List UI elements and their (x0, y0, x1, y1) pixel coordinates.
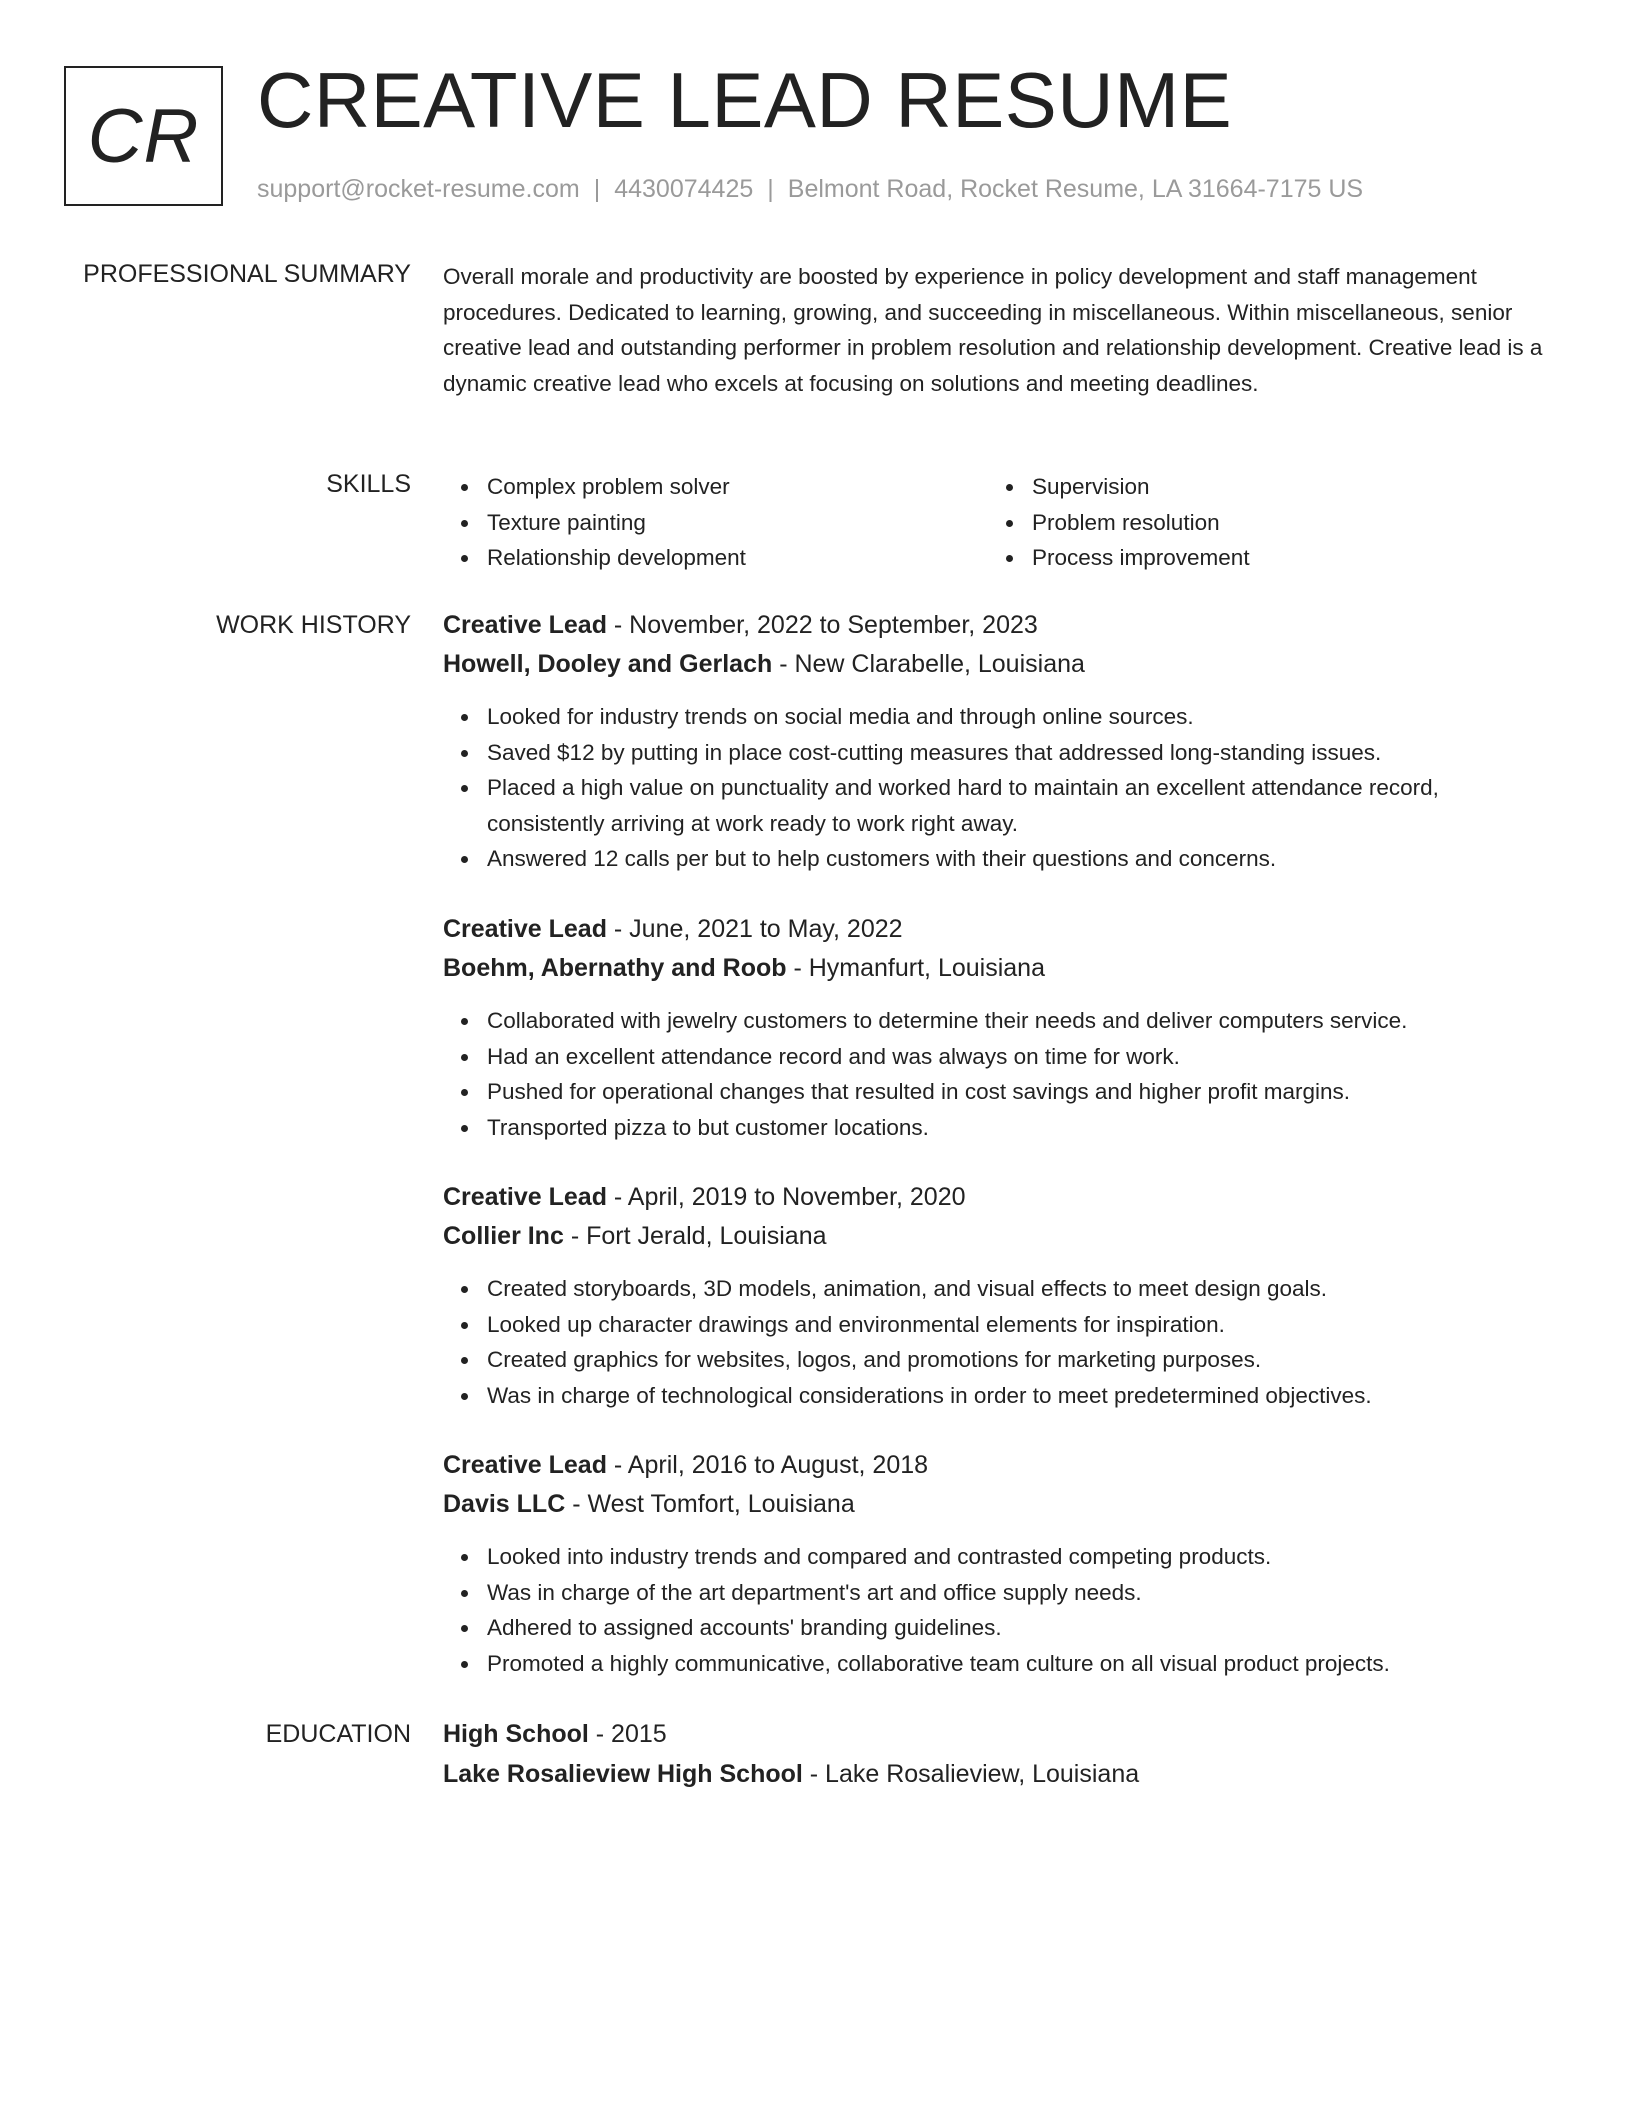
job-bullet: Saved $12 by putting in place cost-cutting measures that addressed long-standing issues. (487, 735, 1553, 771)
job-bullet: Placed a high value on punctuality and worked hard to maintain an excellent attendance record, consistently arriving at work ready to work right away. (487, 770, 1553, 841)
education-year: - 2015 (588, 1720, 667, 1748)
job-entry (443, 610, 1553, 877)
job-title-line (443, 610, 1553, 640)
skills-column-left (443, 469, 988, 576)
job-title: Creative Lead (443, 1451, 607, 1479)
job-location: - West Tomfort, Louisiana (565, 1490, 855, 1518)
job-company: Davis LLC (443, 1490, 566, 1518)
job-title-line (443, 914, 1553, 944)
job-bullet: Was in charge of the art department's art and office supply needs. (487, 1575, 1553, 1611)
job-bullet: Looked into industry trends and compared and contrasted competing products. (487, 1539, 1553, 1575)
job-entry (443, 914, 1553, 1145)
skill-item: Texture painting (487, 505, 988, 541)
job-company-line (443, 953, 1553, 983)
skill-item: Process improvement (1032, 540, 1533, 576)
job-bullets (443, 1271, 1553, 1413)
job-company: Collier Inc (443, 1222, 564, 1250)
job-dates: - November, 2022 to September, 2023 (606, 611, 1038, 639)
job-dates: - April, 2019 to November, 2020 (606, 1183, 966, 1211)
job-company-line (443, 649, 1553, 679)
job-company: Boehm, Abernathy and Roob (443, 954, 787, 982)
job-title-line (443, 1182, 1553, 1212)
skills-list-left (443, 469, 988, 576)
job-title: Creative Lead (443, 611, 607, 639)
job-title: Creative Lead (443, 915, 607, 943)
job-bullet: Answered 12 calls per but to help customers with their questions and concerns. (487, 841, 1553, 877)
job-bullet: Had an excellent attendance record and was always on time for work. (487, 1039, 1553, 1075)
job-location: - Fort Jerald, Louisiana (563, 1222, 827, 1250)
summary-body (443, 259, 1553, 401)
job-title: Creative Lead (443, 1183, 607, 1211)
job-entry (443, 1450, 1553, 1681)
contact-separator: | (593, 175, 601, 203)
skills-heading: SKILLS (326, 470, 411, 498)
job-bullets (443, 1539, 1553, 1681)
skill-item: Relationship development (487, 540, 988, 576)
skills-body (443, 469, 1553, 576)
summary-heading: PROFESSIONAL SUMMARY (83, 260, 411, 288)
job-company: Howell, Dooley and Gerlach (443, 650, 773, 678)
job-entry (443, 1182, 1553, 1413)
skill-item: Complex problem solver (487, 469, 988, 505)
monogram-box (64, 66, 223, 206)
work-history-heading: WORK HISTORY (216, 611, 411, 639)
summary-text: Overall morale and productivity are boosted by experience in policy development and staff management procedures. Dedicated to learning, growing, and succeeding in miscellaneous. Within miscellaneous, senior creative lead and outstanding performer in problem resolution and relationship development. Creative lead is a dynamic creative lead who excels at focusing on solutions and meeting deadlines. (443, 264, 1543, 396)
contact-address: Belmont Road, Rocket Resume, LA 31664-7175 US (787, 175, 1364, 203)
job-location: - Hymanfurt, Louisiana (786, 954, 1045, 982)
job-bullet: Looked up character drawings and environmental elements for inspiration. (487, 1307, 1553, 1343)
education-location: - Lake Rosalieview, Louisiana (802, 1760, 1140, 1788)
skills-column-right (988, 469, 1533, 576)
monogram-initials: CR (87, 93, 200, 179)
education-degree-line (443, 1719, 1553, 1749)
contact-line (257, 174, 1363, 204)
skills-list-right (988, 469, 1533, 576)
job-bullet: Was in charge of technological considerations in order to meet predetermined objectives. (487, 1378, 1553, 1414)
skills-grid (443, 469, 1553, 576)
job-location: - New Clarabelle, Louisiana (772, 650, 1085, 678)
job-bullet: Created storyboards, 3D models, animation, and visual effects to meet design goals. (487, 1271, 1553, 1307)
job-company-line (443, 1221, 1553, 1251)
job-title-line (443, 1450, 1553, 1480)
job-bullet: Pushed for operational changes that resulted in cost savings and higher profit margins. (487, 1074, 1553, 1110)
contact-separator: | (767, 175, 774, 203)
education-school-line (443, 1759, 1553, 1789)
education-heading: EDUCATION (265, 1720, 411, 1748)
job-bullet: Adhered to assigned accounts' branding guidelines. (487, 1610, 1553, 1646)
job-company-line (443, 1489, 1553, 1519)
contact-email: support@rocket-resume.com (257, 175, 580, 203)
skill-item: Supervision (1032, 469, 1533, 505)
job-bullet: Collaborated with jewelry customers to determine their needs and deliver computers service. (487, 1003, 1553, 1039)
job-dates: - April, 2016 to August, 2018 (606, 1451, 929, 1479)
education-body (443, 1719, 1553, 1789)
job-bullets (443, 699, 1553, 877)
resume-title: CREATIVE LEAD RESUME (257, 56, 1233, 144)
job-bullet: Transported pizza to but customer locations. (487, 1110, 1553, 1146)
skill-item: Problem resolution (1032, 505, 1533, 541)
job-bullets (443, 1003, 1553, 1145)
education-degree: High School (443, 1720, 589, 1748)
contact-phone: 4430074425 (614, 175, 754, 203)
job-dates: - June, 2021 to May, 2022 (606, 915, 903, 943)
job-bullet: Looked for industry trends on social media and through online sources. (487, 699, 1553, 735)
job-bullet: Promoted a highly communicative, collaborative team culture on all visual product projects. (487, 1646, 1553, 1682)
education-school: Lake Rosalieview High School (443, 1760, 803, 1788)
job-bullet: Created graphics for websites, logos, and promotions for marketing purposes. (487, 1342, 1553, 1378)
